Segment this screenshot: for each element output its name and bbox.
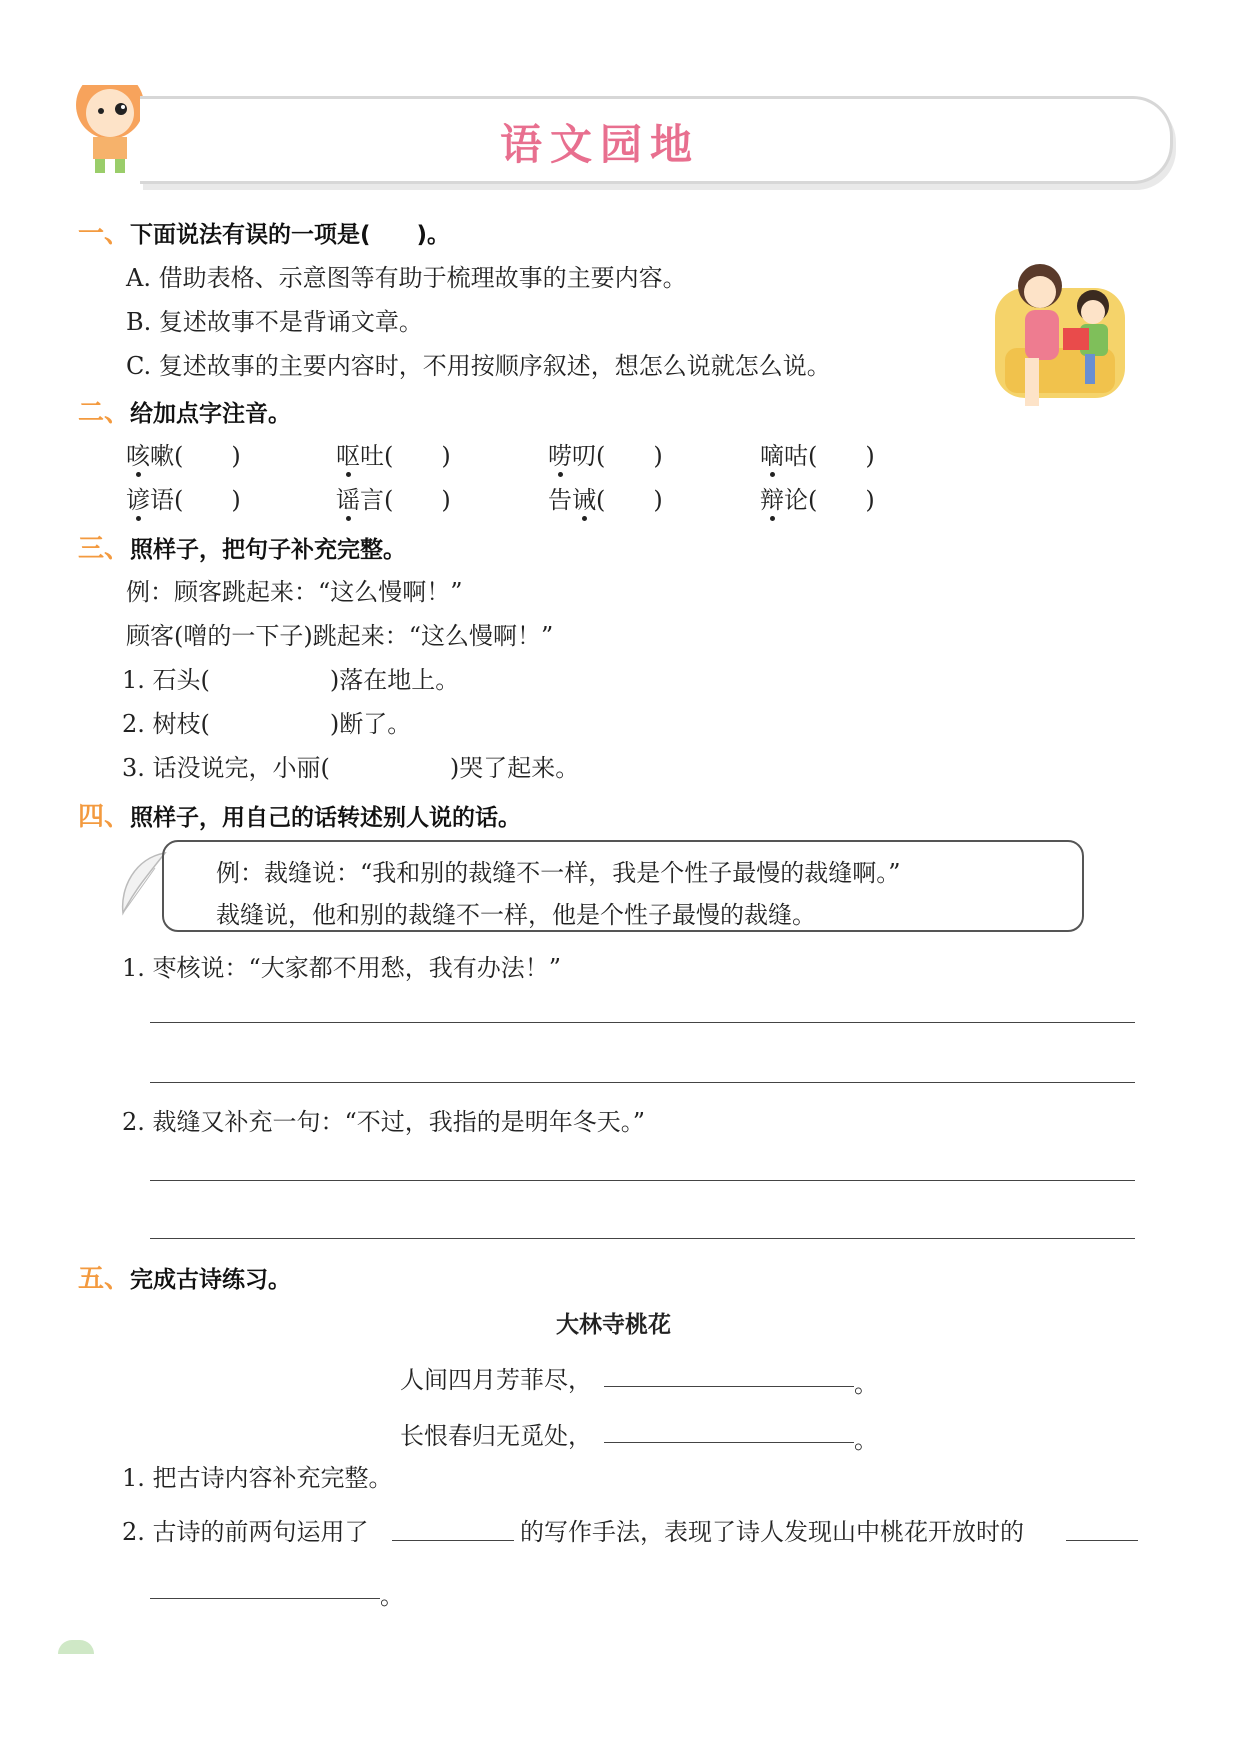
section-1-heading [78,213,450,250]
poem-blank-1[interactable] [604,1386,854,1387]
poem-question-1: 1. 把古诗内容补充完整。 [122,1464,393,1492]
answer-line[interactable] [150,1022,1135,1023]
section-5-number: 五、 [78,1264,131,1294]
period-mark: 。 [854,1426,878,1454]
pinyin-item: 辩论( ) [760,486,875,514]
retell-question-2: 2. 裁缝又补充一句：“不过，我指的是明年冬天。” [122,1108,646,1136]
section-3-heading [78,528,406,565]
bleed-through-decoration [1000,300,1110,1200]
section-4-heading [78,796,521,833]
retell-example: 例：裁缝说：“我和别的裁缝不一样，我是个性子最慢的裁缝啊。” [216,859,901,887]
option-a: A. 借助表格、示意图等有助于梳理故事的主要内容。 [126,264,687,292]
pinyin-item: 唠叨( ) [548,442,663,470]
section-2-title: 给加点字注音。 [130,401,292,427]
poem-line-2: 长恨春归无觅处， [400,1422,592,1450]
fill-sentence-3: 3. 话没说完，小丽( )哭了起来。 [122,754,580,782]
section-3-number: 三、 [78,534,131,564]
poem-line-1: 人间四月芳菲尽， [400,1366,592,1394]
poem-question-2-part-1: 2. 古诗的前两句运用了 [122,1518,369,1546]
example-sentence-expanded: 顾客(噌的一下子)跳起来：“这么慢啊！” [126,622,554,650]
section-2-heading [78,392,291,429]
corner-decoration [58,1640,94,1654]
fill-sentence-2: 2. 树枝( )断了。 [122,710,412,738]
option-c: C. 复述故事的主要内容时，不用按顺序叙述，想怎么说就怎么说。 [126,352,831,380]
section-5-title: 完成古诗练习。 [130,1267,292,1293]
section-1-number: 一、 [78,219,131,249]
retell-question-1: 1. 枣核说：“大家都不用愁，我有办法！” [122,954,562,982]
section-4-number: 四、 [78,802,131,832]
section-3-title: 照样子，把句子补充完整。 [130,537,407,563]
pinyin-item: 谣言( ) [336,486,451,514]
pinyin-item: 嘀咕( ) [760,442,875,470]
feeling-blank[interactable] [1066,1540,1138,1541]
feeling-blank-continued[interactable] [150,1598,380,1599]
poem-title: 大林寺桃花 [556,1312,671,1338]
answer-line[interactable] [150,1180,1135,1181]
pinyin-item: 咳嗽( ) [126,442,241,470]
section-1-title: 下面说法有误的一项是( )。 [130,222,451,248]
section-4-title: 照样子，用自己的话转述别人说的话。 [130,805,522,831]
pinyin-item: 谚语( ) [126,486,241,514]
mother-reading-illustration [985,258,1135,418]
fill-sentence-1: 1. 石头( )落在地上。 [122,666,460,694]
option-b: B. 复述故事不是背诵文章。 [126,308,423,336]
section-2-number: 二、 [78,398,131,428]
answer-line[interactable] [150,1238,1135,1239]
page-title: 语文园地 [500,120,701,169]
period-mark: 。 [380,1582,404,1610]
example-sentence: 例：顾客跳起来：“这么慢啊！” [126,578,463,606]
retell-example-answer: 裁缝说，他和别的裁缝不一样，他是个性子最慢的裁缝。 [216,901,816,929]
poem-blank-2[interactable] [604,1442,854,1443]
pinyin-item: 告诫( ) [548,486,663,514]
poem-question-2-part-2: 的写作手法，表现了诗人发现山中桃花开放时的 [520,1518,1024,1546]
technique-blank[interactable] [392,1540,514,1541]
section-5-heading [78,1258,291,1295]
answer-line[interactable] [150,1082,1135,1083]
pinyin-item: 呕吐( ) [336,442,451,470]
period-mark: 。 [854,1370,878,1398]
